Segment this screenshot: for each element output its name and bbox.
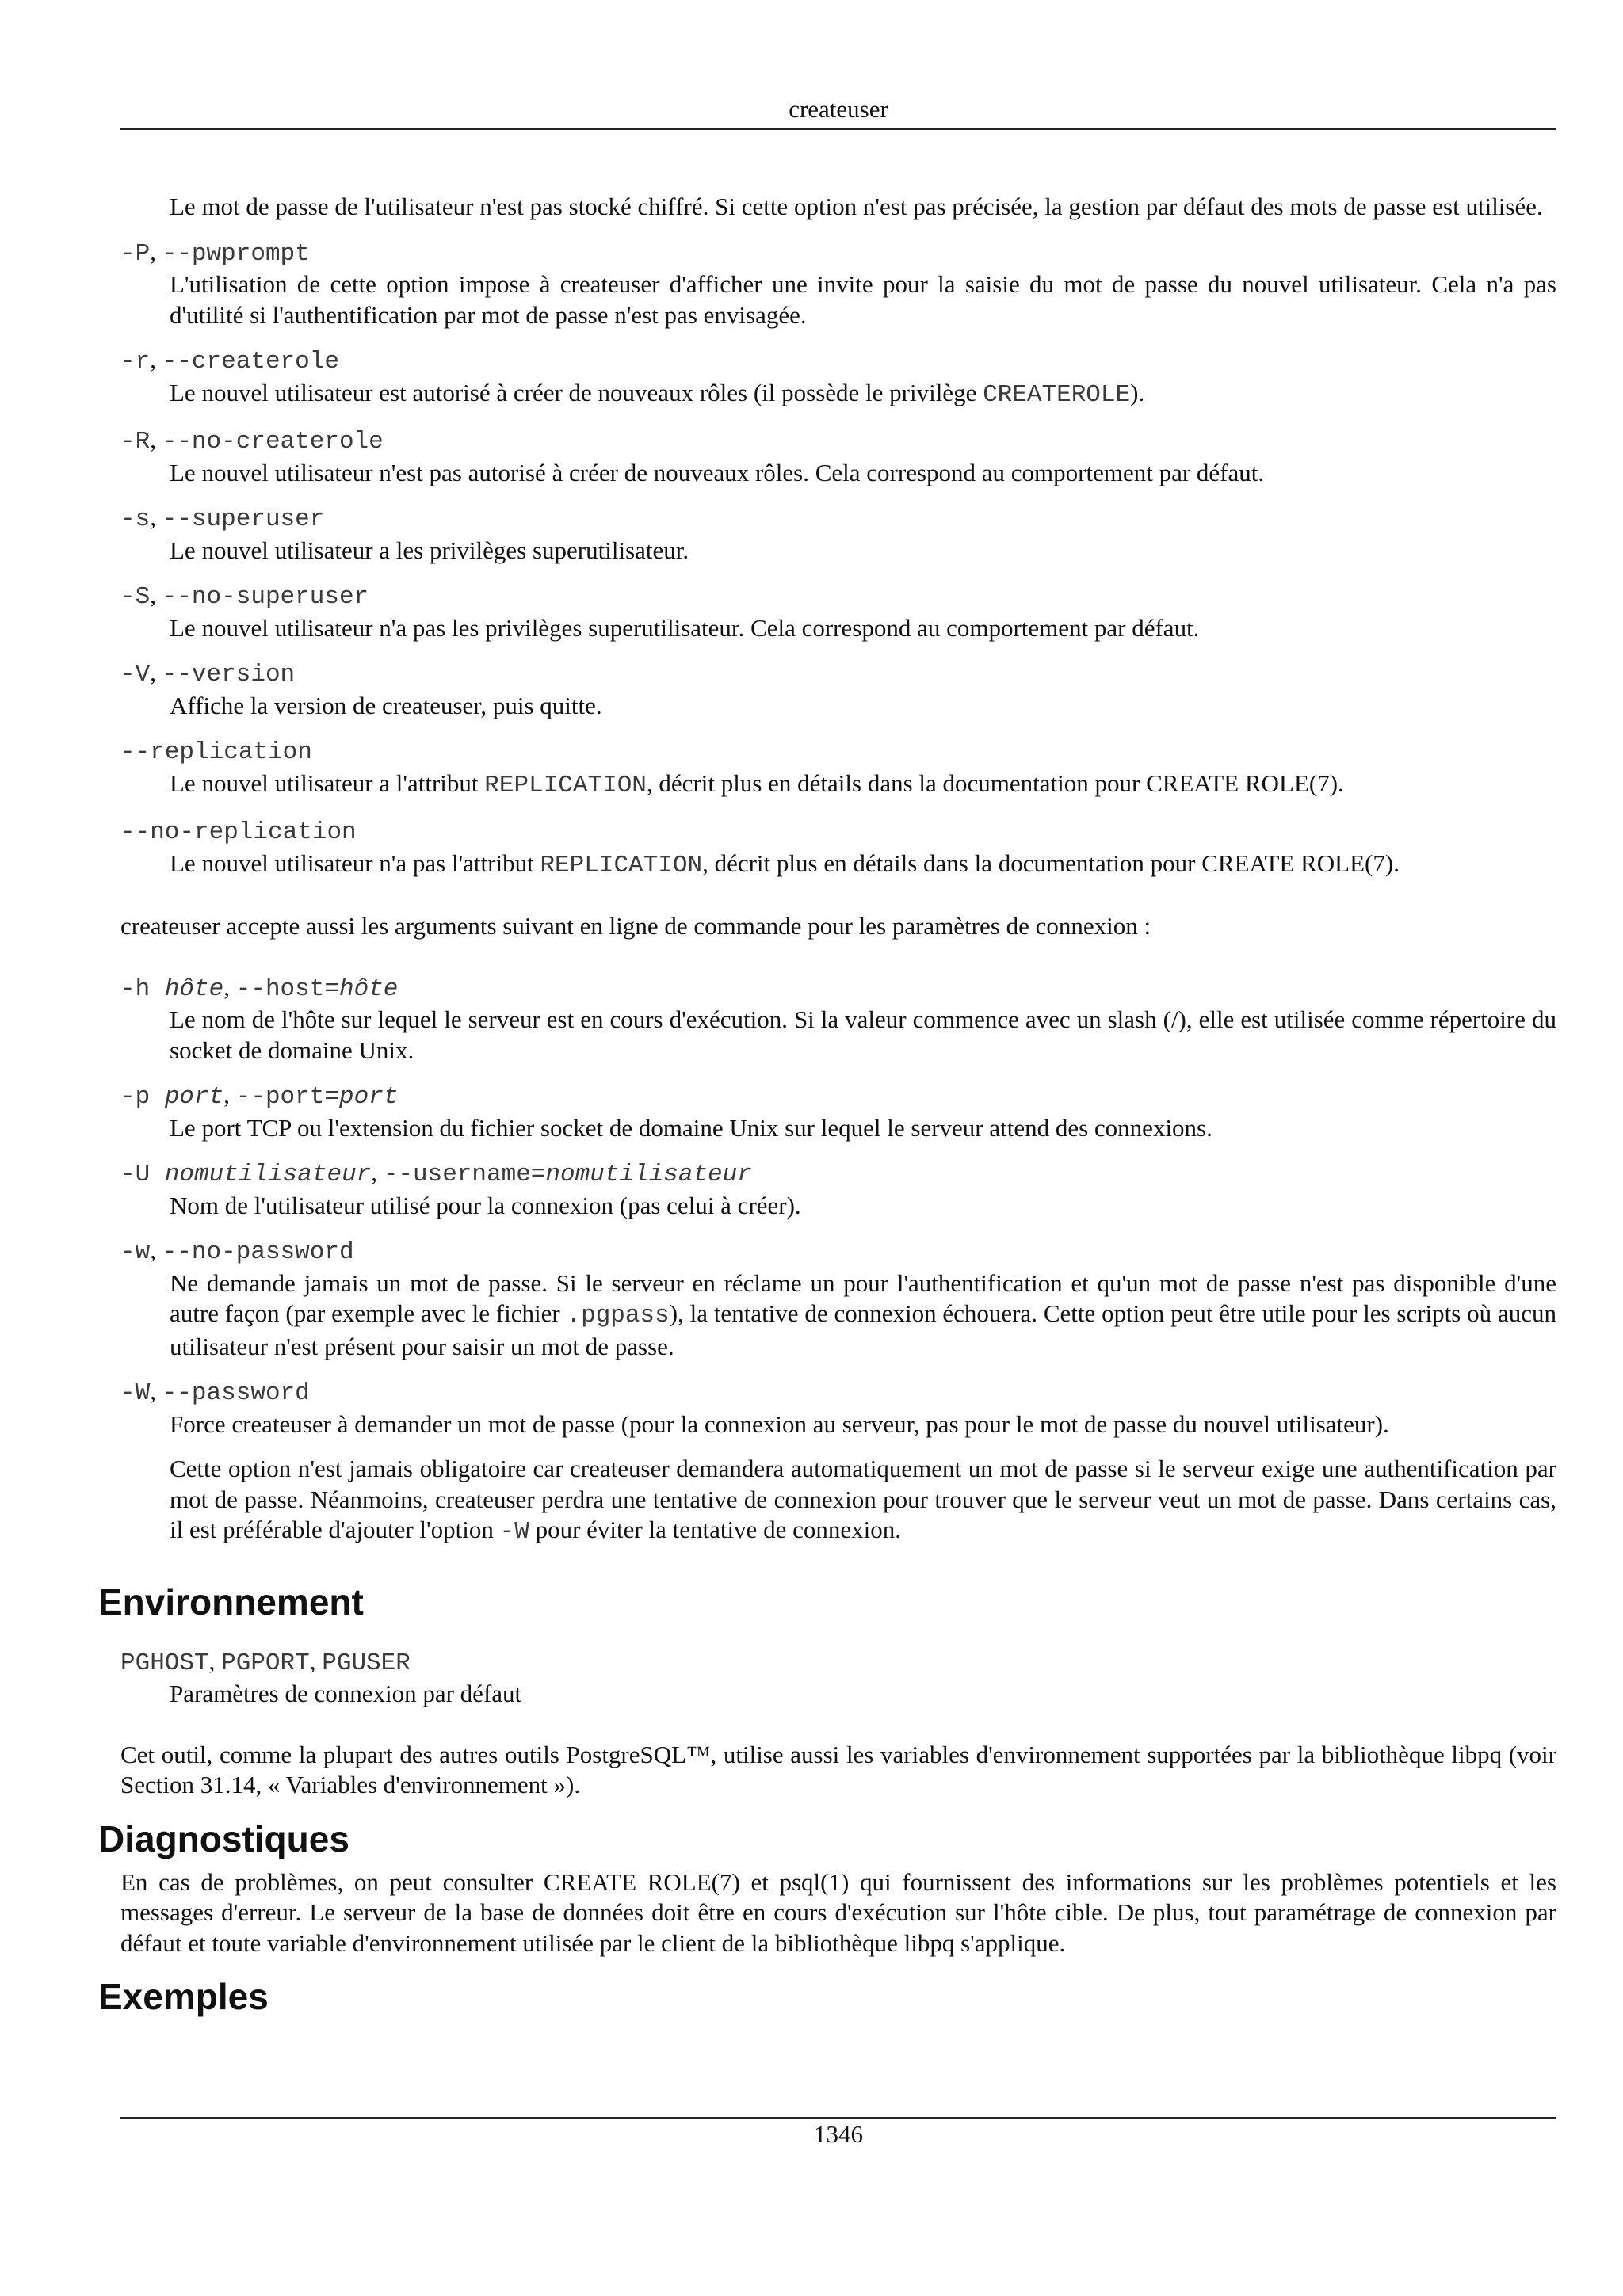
option-long: --no-password bbox=[162, 1238, 354, 1266]
option-description: Le nouvel utilisateur n'a pas les privilèges superutilisateur. Cela correspond au comportement par défaut. bbox=[170, 613, 1200, 642]
option-long: --createrole bbox=[162, 348, 339, 376]
option-long: --no-createrole bbox=[162, 428, 384, 456]
option-no-replication bbox=[120, 815, 1556, 881]
option-pwprompt: -P, --pwprompt L'utilisation de cette option impose à createuser d'afficher une invite pour la saisie du mot de passe du nouvel utilisateur. Cela n'a pas d'utilité si l'authentification par mot de passe n'est pas envisagée. bbox=[120, 237, 1556, 331]
option-short: -V bbox=[120, 661, 151, 688]
option-arg: hôte bbox=[164, 974, 224, 1003]
option-short: -P bbox=[120, 239, 151, 268]
option-short: -S bbox=[120, 583, 151, 611]
option-short: -p bbox=[120, 1083, 151, 1111]
option-short: -w bbox=[120, 1238, 151, 1266]
option-long: --version bbox=[162, 661, 296, 688]
option-description: Le port TCP ou l'extension du fichier socket de domaine Unix sur lequel le serveur attend des connexions. bbox=[170, 1113, 1212, 1142]
option-long: --password bbox=[162, 1379, 310, 1407]
page-number: 1346 bbox=[814, 2120, 863, 2148]
env-var: PGHOST bbox=[120, 1649, 209, 1677]
option-replication bbox=[120, 735, 1556, 801]
option-long: --port= bbox=[235, 1083, 339, 1111]
env-var: PGUSER bbox=[322, 1649, 411, 1677]
option-password: -W, --password Force createuser à demander un mot de passe (pour la connexion au serveur, pas pour le mot de passe du nouvel utilisateur). Cette option n'est jamais obligatoire car createuser demandera automatiquement un mot de passe si le serveur exige une authentification par mot de passe. Néanmoins, createuser perdra une tentative de connexion pour trouver que le serveur veut un mot de passe. Dans certains cas, il est préférable d'ajouter l'option -W pour éviter la tentative de connexion. bbox=[120, 1376, 1556, 1548]
option-superuser: -s, --superuser Le nouvel utilisateur a les privilèges superutilisateur. bbox=[120, 502, 1556, 566]
option-no-password: -w, --no-password Ne demande jamais un mot de passe. Si le serveur en réclame un pour l'authentification et qu'un mot de passe n'est pas disponible d'une autre façon (par exemple avec le fichier .pgpass), la tentative de connexion échouera. Cette option peut être utile pour les scripts où aucun utilisateur n'est présent pour saisir un mot de passe. bbox=[120, 1235, 1556, 1362]
inline-code: -W bbox=[499, 1518, 529, 1546]
option-description: Le nouvel utilisateur a les privilèges superutilisateur. bbox=[170, 536, 689, 564]
option-description bbox=[170, 849, 1556, 882]
option-long: --username= bbox=[383, 1161, 546, 1188]
option-host: -h hôte, --host=hôte Le nom de l'hôte sur lequel le serveur est en cours d'exécution. Si la valeur commence avec un slash (/), elle est utilisée comme répertoire du socket de domaine Unix. bbox=[120, 972, 1556, 1066]
section-heading-environment: Environnement bbox=[98, 1581, 364, 1623]
footer-rule bbox=[120, 2117, 1556, 2119]
option-short: -r bbox=[120, 348, 151, 376]
option-description: Le nom de l'hôte sur lequel le serveur est en cours d'exécution. Si la valeur commence avec un slash (/), elle est utilisée comme répertoire du socket de domaine Unix. bbox=[170, 1005, 1556, 1064]
option-description bbox=[170, 378, 1556, 411]
header-rule bbox=[120, 128, 1556, 130]
section-heading-diagnostics: Diagnostiques bbox=[98, 1817, 349, 1859]
connection-intro: createuser accepte aussi les arguments suivant en ligne de commande pour les paramètres de connexion : bbox=[120, 912, 1151, 940]
option-createrole: -r, --createrole Le nouvel utilisateur est autorisé à créer de nouveaux rôles (il possède le privilège CREATEROLE). bbox=[120, 345, 1556, 410]
option-arg: hôte bbox=[338, 974, 399, 1003]
inline-code: REPLICATION bbox=[484, 771, 647, 799]
option-short: -h bbox=[120, 974, 151, 1003]
inline-code: CREATEROLE bbox=[983, 380, 1131, 409]
inline-code: REPLICATION bbox=[540, 851, 703, 879]
option-long: --replication bbox=[120, 738, 312, 766]
option-description: Force createuser à demander un mot de passe (pour la connexion au serveur, pas pour le mot de passe du nouvel utilisateur). bbox=[170, 1409, 1389, 1438]
option-short: -U bbox=[120, 1161, 151, 1188]
option-short: -R bbox=[120, 428, 151, 456]
option-description-extra bbox=[170, 1454, 1556, 1548]
option-version: -V, --version Affiche la version de createuser, puis quitte. bbox=[120, 658, 1556, 721]
option-port: -p port, --port=port Le port TCP ou l'extension du fichier socket de domaine Unix sur lequel le serveur attend des connexions. bbox=[120, 1080, 1556, 1143]
option-description: Nom de l'utilisateur utilisé pour la connexion (pas celui à créer). bbox=[170, 1191, 801, 1219]
option-long: --superuser bbox=[162, 505, 325, 533]
option-username: -U nomutilisateur, --username=nomutilisateur Nom de l'utilisateur utilisé pour la connexion (pas celui à créer). bbox=[120, 1158, 1556, 1221]
env-vars-entry: PGHOST, PGPORT, PGUSER Paramètres de connexion par défaut bbox=[120, 1646, 1556, 1710]
desc-text: Le nouvel utilisateur est autorisé à créer de nouveaux rôles (il possède le privilège bbox=[170, 378, 983, 406]
option-no-superuser: -S, --no-superuser Le nouvel utilisateur n'a pas les privilèges superutilisateur. Cela correspond au comportement par défaut. bbox=[120, 580, 1556, 643]
desc-text: , décrit plus en détails dans la documentation pour CREATE ROLE(7). bbox=[646, 769, 1344, 797]
option-description: Le nouvel utilisateur n'est pas autorisé à créer de nouveaux rôles. Cela correspond au comportement par défaut. bbox=[170, 458, 1265, 486]
diagnostics-paragraph: En cas de problèmes, on peut consulter CREATE ROLE(7) et psql(1) qui fournissent des informations sur les problèmes potentiels et les messages d'erreur. Le serveur de la base de données doit être en cours d'exécution sur l'hôte cible. De plus, tout paramétrage de connexion par défaut et toute variable d'environnement utilisée par le client de la bibliothèque libpq s'applique. bbox=[120, 1867, 1556, 1957]
desc-text: pour éviter la tentative de connexion. bbox=[529, 1516, 901, 1543]
page-content bbox=[98, 192, 1556, 2019]
option-long: --no-replication bbox=[120, 818, 357, 846]
option-arg: nomutilisateur bbox=[545, 1161, 752, 1188]
section-heading-examples: Exemples bbox=[98, 1976, 269, 2017]
option-short: -W bbox=[120, 1379, 151, 1407]
desc-text: Le nouvel utilisateur a l'attribut bbox=[170, 769, 485, 797]
env-vars-description: Paramètres de connexion par défaut bbox=[170, 1680, 522, 1707]
option-description: L'utilisation de cette option impose à createuser d'afficher une invite pour la saisie du mot de passe du nouvel utilisateur. Cela n'a pas d'utilité si l'authentification par mot de passe n'est pas envisagée. bbox=[170, 270, 1556, 329]
running-header: createuser bbox=[789, 95, 888, 123]
desc-text: Cette option n'est jamais obligatoire car createuser demandera automatiquement un mot de passe si le serveur exige une authentification par mot de passe. Néanmoins, createuser perdra une tentative de connexion pour trouver que le serveur veut un mot de passe. Dans certains cas, il est préférable d'ajouter l'option bbox=[170, 1455, 1556, 1543]
option-arg: port bbox=[338, 1083, 399, 1111]
desc-text: ), la tentative de connexion échouera. Cette option peut être utile pour les scripts où aucun utilisateur n'est présent pour saisir un mot de passe. bbox=[170, 1299, 1556, 1360]
continuation-paragraph: Le mot de passe de l'utilisateur n'est pas stocké chiffré. Si cette option n'est pas précisée, la gestion par défaut des mots de passe est utilisée. bbox=[170, 193, 1543, 220]
desc-text: , décrit plus en détails dans la documentation pour CREATE ROLE(7). bbox=[702, 849, 1400, 877]
option-long: --pwprompt bbox=[162, 239, 310, 268]
option-description bbox=[170, 769, 1556, 802]
option-short: -s bbox=[120, 505, 151, 533]
desc-text: Ne demande jamais un mot de passe. Si le serveur en réclame un pour l'authentification et qu'un mot de passe n'est pas disponible d'une autre façon (par exemple avec le fichier bbox=[170, 1268, 1556, 1327]
inline-code: .pgpass bbox=[566, 1302, 670, 1329]
option-description: Affiche la version de createuser, puis quitte. bbox=[170, 691, 602, 719]
option-arg: nomutilisateur bbox=[164, 1161, 372, 1188]
option-no-createrole: -R, --no-createrole Le nouvel utilisateur n'est pas autorisé à créer de nouveaux rôles. Cela correspond au comportement par défaut. bbox=[120, 425, 1556, 488]
environment-paragraph: Cet outil, comme la plupart des autres outils PostgreSQL™, utilise aussi les variables d'environnement supportées par la bibliothèque libpq (voir Section 31.14, « Variables d'environnement »). bbox=[120, 1740, 1556, 1798]
env-var: PGPORT bbox=[221, 1649, 310, 1677]
option-long: --no-superuser bbox=[162, 583, 369, 611]
option-description bbox=[170, 1268, 1556, 1363]
desc-text: ). bbox=[1130, 378, 1145, 406]
option-arg: port bbox=[164, 1083, 224, 1111]
option-long: --host= bbox=[235, 974, 339, 1003]
desc-text: Le nouvel utilisateur n'a pas l'attribut bbox=[170, 849, 540, 877]
